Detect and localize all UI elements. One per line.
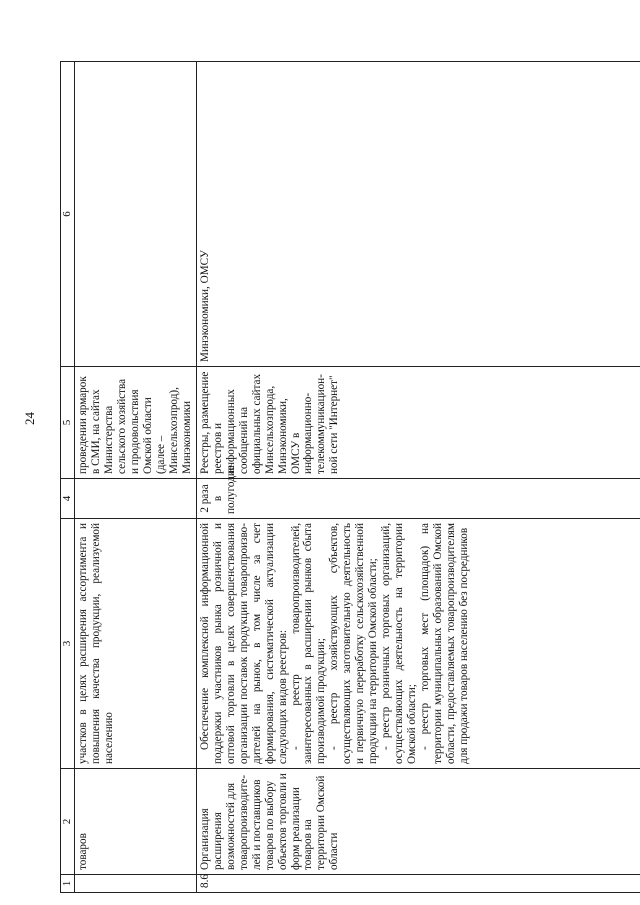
row2-content-intro: Обеспечение комплексной информационной поддержки участников рынка розничной и оптовой торговли в целях совершенствования организации поставок продукции товаропроизво-дителей на рынок, в том числе за счет формирования, систематической актуализации следующих видов реестров: <box>198 523 289 764</box>
header-cell-2: 2 <box>61 769 75 875</box>
header-cell-1: 1 <box>61 875 75 893</box>
registry-item: - реестр торговых мест (площадок) на территории муниципальных образований Омской области, предоставляемых товаропроизводителям для продажи товаров населению без посредников <box>419 523 471 764</box>
header-cell-5: 5 <box>61 367 75 479</box>
registry-item: - реестр товаропроизводителей, заинтересованных в расширении рынков сбыта производимой продукции; <box>289 523 328 764</box>
table-header-row <box>61 62 75 893</box>
row1-content-cell: участков в целях расширения ассортимента и повышения качества продукции, реализуемой населению <box>74 519 196 769</box>
table-row <box>196 62 640 893</box>
header-cell-3: 3 <box>61 519 75 769</box>
row2-result-cell: Реестры, размещение реестров и информационных сообщений на официальных сайтах Минсельхозпрода, Минэкономики, ОМСУ в информационно-телекоммуникацион-ной сети "Интернет" <box>196 367 640 479</box>
row2-period-cell: 2 раза в полугодие <box>196 479 640 519</box>
row2-number-cell: 8.6 <box>196 875 640 893</box>
row2-responsible-cell: Минэкономики, ОМСУ <box>196 62 640 367</box>
header-cell-6: 6 <box>61 62 75 367</box>
row1-activity-cell: товаров <box>74 769 196 875</box>
row1-period-cell <box>74 479 196 519</box>
rotated-page-content <box>60 62 640 893</box>
row1-number-cell <box>74 875 196 893</box>
table-row <box>74 62 196 893</box>
registry-item: - реестр розничных торговых организаций, осуществляющих деятельность на территории Омской области; <box>380 523 419 764</box>
page-number: 24 <box>22 412 37 425</box>
row1-result-cell: проведении ярмарок в СМИ, на сайтах Министерства сельского хозяйства и продовольствия Омской области (далее – Минсельхозпрод), Минэкономики <box>74 367 196 479</box>
plan-table <box>60 61 640 893</box>
registry-item: - реестр хозяйствующих субъектов, осуществляющих заготовительную деятельность и первичную переработку сельскохозяйственной продукции на территории Омской области; <box>328 523 380 764</box>
row2-activity-cell: Организация расширения возможностей для товаропроизводите-лей и поставщиков товаров по выбору объектов торговли и форм реализации товаров на территории Омской области <box>196 769 640 875</box>
header-cell-4: 4 <box>61 479 75 519</box>
row1-responsible-cell <box>74 62 196 367</box>
row2-content-cell <box>196 519 640 769</box>
